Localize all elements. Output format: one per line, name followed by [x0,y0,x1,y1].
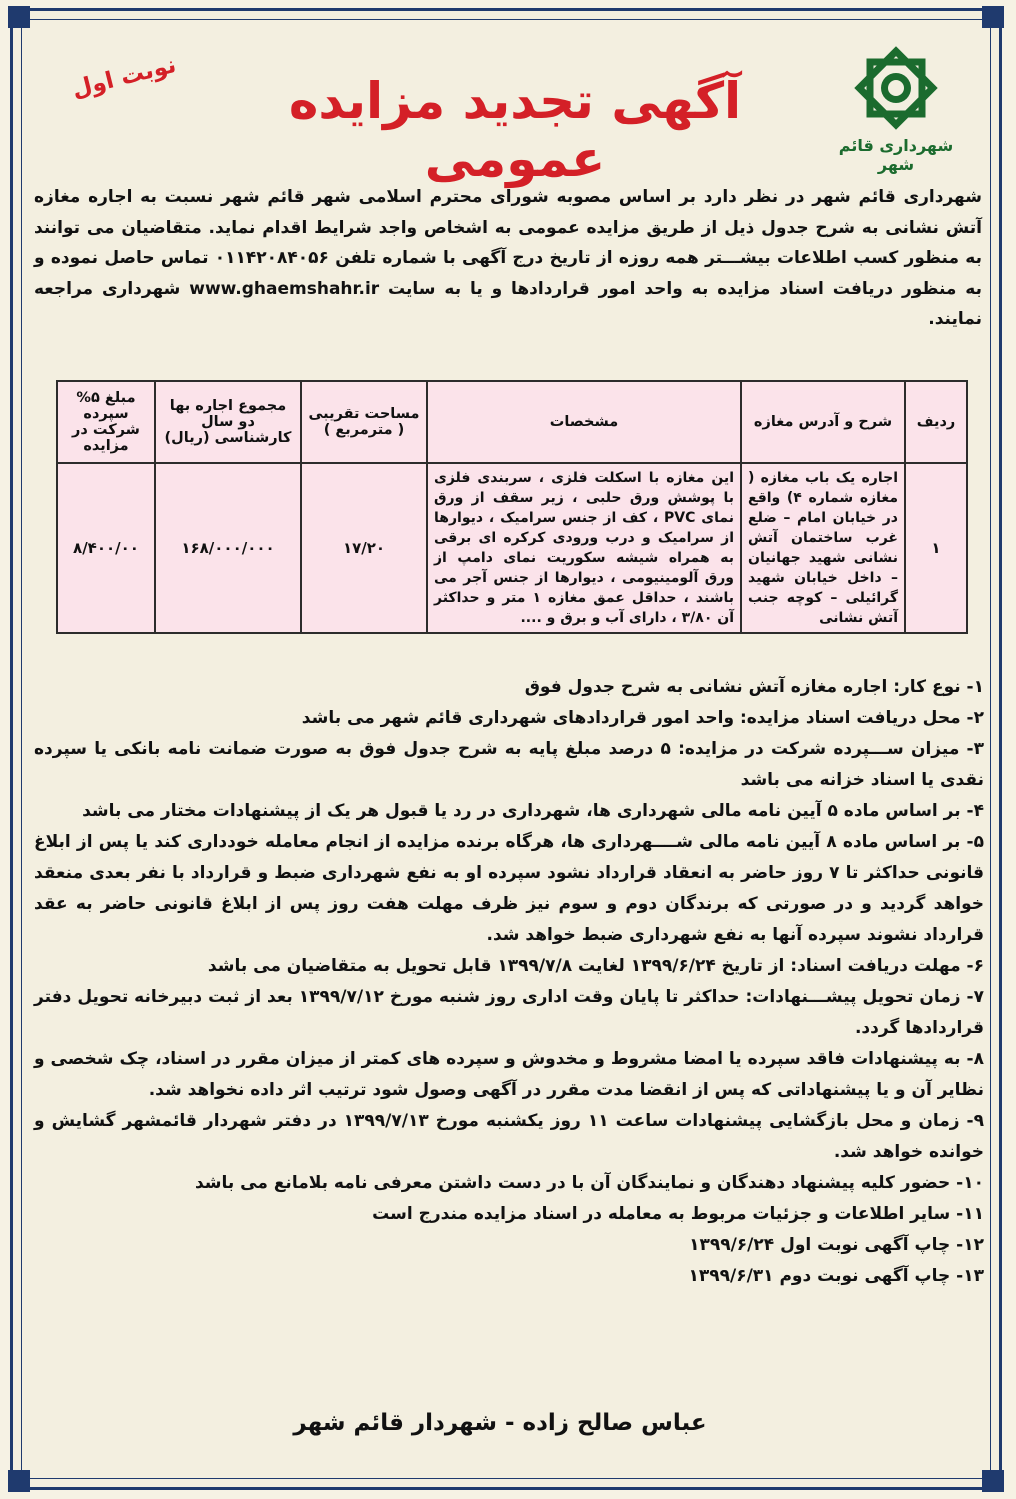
term-item: ۱۲- چاپ آگهی نوبت اول ۱۳۹۹/۶/۲۴ [689,1235,984,1255]
term-item: ۶- مهلت دریافت اسناد: از تاریخ ۱۳۹۹/۶/۲۴ لغایت ۱۳۹۹/۷/۸ قابل تحویل به متقاضیان می باشد [207,956,984,976]
cell-specs: این مغازه با اسکلت فلزی ، سربندی فلزی با پوشش ورق حلبی ، زیر سقف از ورق نمای PVC ، کف از جنس سرامیک ، دیوارها از سرامیک و درب ورودی کرکره ای برقی به همراه شیشه سکوریت نمای دامپ از ورق آلومینیومی ، دیوارها از جنس آجر می باشند ، حداقل عمق مغازه ۱ متر و حداکثر آن ۳/۸۰ ، دارای آب و برق و .... [427,463,741,633]
header-address: شرح و آدرس مغازه [741,381,905,463]
intro-paragraph: شهرداری قائم شهر در نظر دارد بر اساس مصوبه شورای محترم اسلامی شهر قائم شهر نسبت به اجاره مغازه آتش نشانی به شرح جدول ذیل از طریق مزایده عمومی به اشخاص واجد شرایط اقدام نماید. متقاضیان می توانند به منظور کسب اطلاعات بیشـــتر همه روزه از تاریخ درج آگهی با شماره تلفن ۰۱۱۴۲۰۸۴۰۵۶ تماس حاصل نموده و به منظور دریافت اسناد مزایده به واحد امور قراردادها و یا به سایت www.ghaemshahr.ir شهرداری مراجعه نمایند. [34,187,983,329]
page-title: آگهی تجدید مزایده عمومی [288,72,742,188]
table-header-row [57,381,967,463]
terms-list [34,672,984,1292]
emblem-icon [848,42,944,134]
cell-deposit: ۸/۴۰۰/۰۰ [57,463,155,633]
header-area: مساحت تقریبی ( مترمربع ) [301,381,427,463]
term-item: ۵- بر اساس ماده ۸ آیین نامه مالی شــــهرداری ها، هرگاه برنده مزایده از انجام معامله خودداری کند یا پس از ابلاغ قانونی حداکثر تا ۷ روز حاضر به انعقاد قرارداد نشود سپرده او به نفع شهرداری ضبط و قرارداد با نفر بعدی منعقد خواهد گردید و در صورتی که برندگان دوم و سوم نیز ظرف مهلت هفت روز پس از ابلاغ قانونی حاضر به عقد قرارداد نشوند سپرده آنها به نفع شهرداری ضبط خواهد شد. [34,832,985,945]
header-row-no: ردیف [905,381,967,463]
turn-badge: نوبت اول [69,51,179,103]
signature: عباس صالح زاده - شهردار قائم شهر [293,1410,707,1436]
corner-ornament [982,1470,1004,1492]
term-item: ۹- زمان و محل بازگشایی پیشنهادات ساعت ۱۱ روز یکشنبه مورخ ۱۳۹۹/۷/۱۳ در دفتر شهردار قائمشهر گشایش و خوانده خواهد شد. [34,1111,984,1162]
corner-ornament [8,6,30,28]
corner-ornament [8,1470,30,1492]
corner-ornament [982,6,1004,28]
term-item: ۱- نوع کار: اجاره مغازه آتش نشانی به شرح جدول فوق [524,677,984,697]
logo-text: شهرداری قائم شهر [838,136,954,174]
term-item: ۷- زمان تحویل پیشـــنهادات: حداکثر تا پایان وقت اداری روز شنبه مورخ ۱۳۹۹/۷/۱۲ بعد از ثبت دبیرخانه تحویل دفتر قراردادها گردد. [34,987,984,1038]
cell-rent: ۱۶۸/۰۰۰/۰۰۰ [155,463,301,633]
municipality-logo [826,42,966,174]
term-item: ۱۱- سایر اطلاعات و جزئیات مربوط به معامله در اسناد مزایده مندرج است [372,1204,984,1224]
term-item: ۲- محل دریافت اسناد مزایده: واحد امور قراردادهای شهرداری قائم شهر می باشد [301,708,984,728]
term-item: ۱۰- حضور کلیه پیشنهاد دهندگان و نمایندگان آن با در دست داشتن معرفی نامه بلامانع می باشد [194,1173,984,1193]
table-row [57,463,967,633]
header-specs: مشخصات [427,381,741,463]
term-item: ۳- میزان ســـپرده شرکت در مزایده: ۵ درصد مبلغ پایه به شرح جدول فوق به صورت ضمانت نامه بانکی یا سپرده نقدی یا اسناد خزانه می باشد [34,739,984,790]
term-item: ۱۳- چاپ آگهی نوبت دوم ۱۳۹۹/۶/۳۱ [688,1266,984,1286]
cell-address: اجاره یک باب مغازه ( مغازه شماره ۴) واقع در خیابان امام – ضلع غرب ساختمان آتش نشانی شهید جهانیان – داخل خیابان شهید گرائیلی – کوچه جنب آتش نشانی [741,463,905,633]
term-item: ۴- بر اساس ماده ۵ آیین نامه مالی شهرداری ها، شهرداری در رد یا قبول هر یک از پیشنهادات مختار می باشد [82,801,984,821]
term-item: ۸- به پیشنهادات فاقد سپرده یا امضا مشروط و مخدوش و سپرده های کمتر از میزان مقرر در اسناد، چک شخصی و نظایر آن و یا پیشنهاداتی که پس از انقضا مدت مقرر در آگهی وصول شود ترتیب اثر داده نخواهد شد. [34,1049,984,1100]
cell-row-no: ۱ [905,463,967,633]
shops-table [56,380,968,634]
header-deposit: مبلغ ۵% سپرده شرکت در مزایده [57,381,155,463]
cell-area: ۱۷/۲۰ [301,463,427,633]
header-rent: مجموع اجاره بها دو سال کارشناسی (ریال) [155,381,301,463]
